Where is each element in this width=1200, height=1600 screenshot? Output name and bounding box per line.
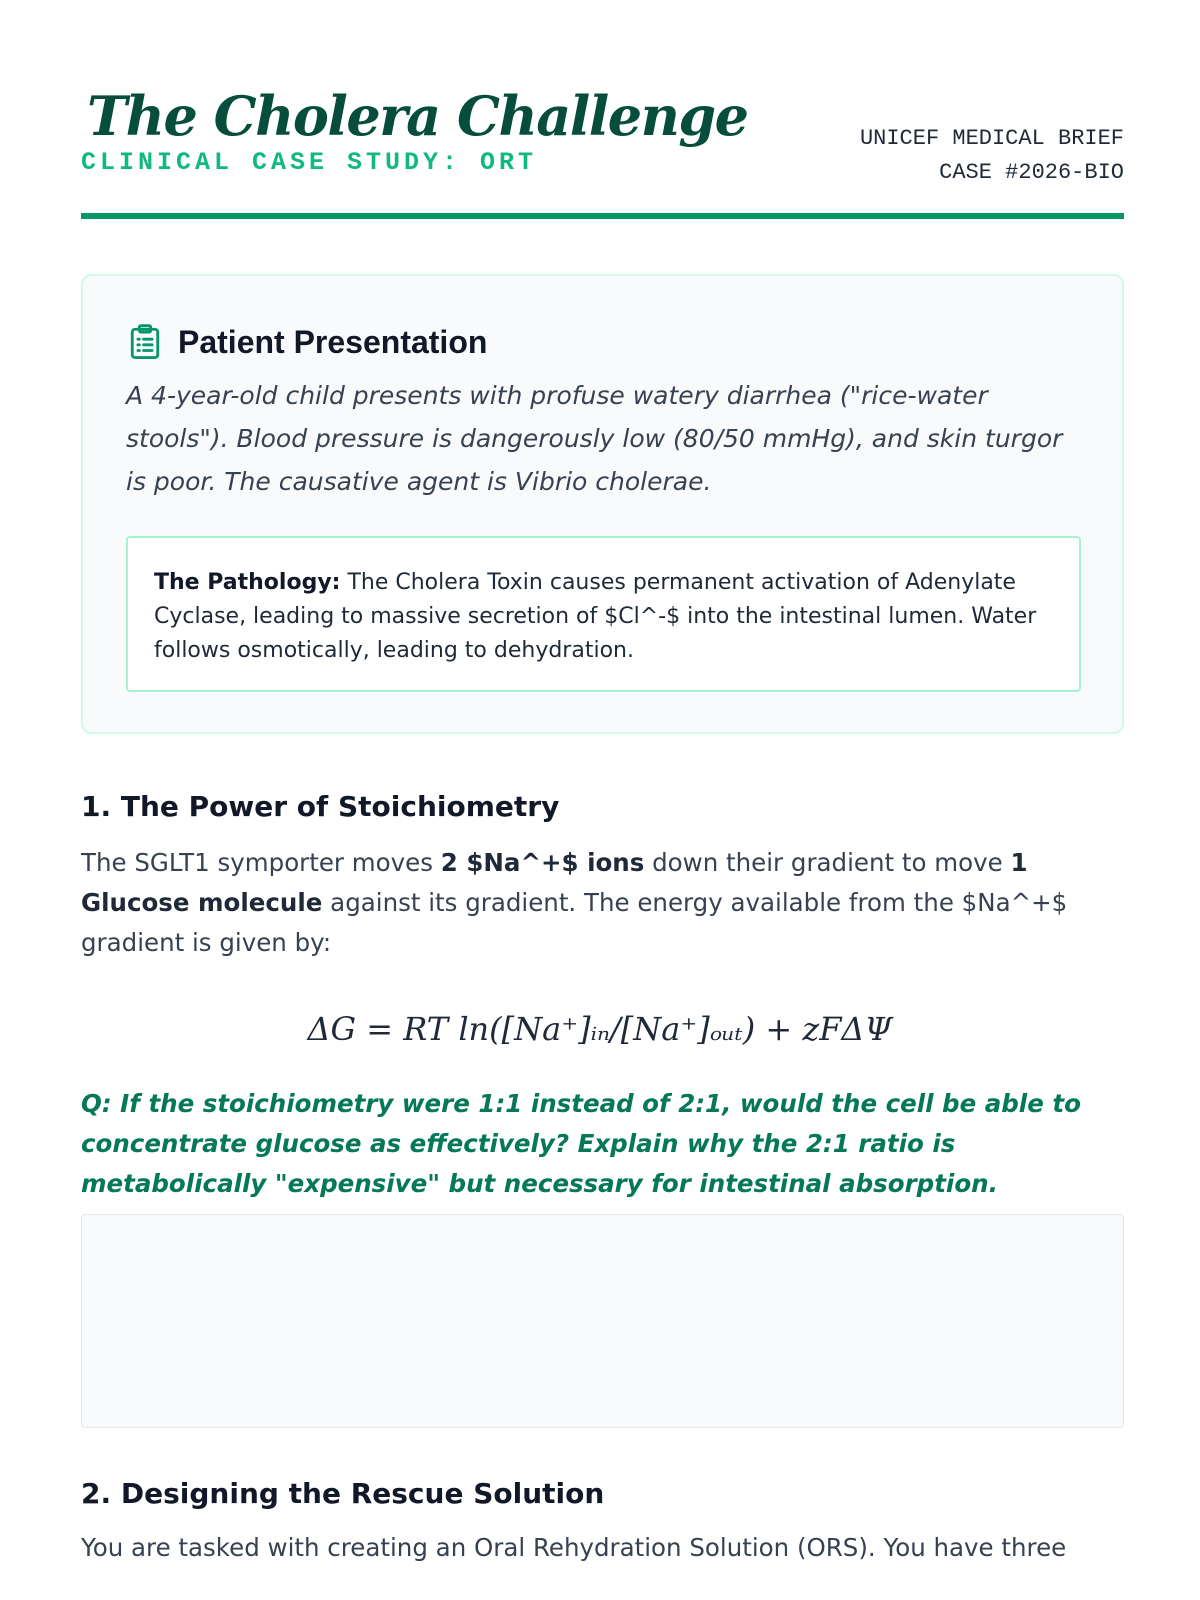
section-1-heading: 1. The Power of Stoichiometry bbox=[81, 790, 560, 823]
pathology-box bbox=[126, 536, 1081, 692]
section-1-text-c: against its gradient. The energy available from the $Na^+$ gradient is given by: bbox=[81, 888, 1068, 957]
clipboard-icon bbox=[128, 323, 162, 361]
gibbs-equation: ΔG = RT ln([Na⁺]ᵢₙ/[Na⁺]ₒᵤₜ) + zFΔΨ bbox=[307, 1010, 893, 1048]
question-1: Q: If the stoichiometry were 1:1 instead of 2:1, would the cell be able to concentrate glucose as effectively? Explain why the 2:1 ratio is metabolically "expensive" but necessary for intestinal absorption. bbox=[81, 1089, 1081, 1198]
pathology-text: The Cholera Toxin causes permanent activation of Adenylate Cyclase, leading to massive secretion of $Cl^-$ into the intestinal lumen. Water follows osmotically, leading to dehydration. bbox=[154, 570, 1037, 663]
brief-line-2: CASE #2026-BIO bbox=[939, 160, 1124, 185]
patient-card-header bbox=[128, 322, 487, 362]
pathology-label: The Pathology: bbox=[154, 570, 341, 595]
section-2-paragraph: You are tasked with creating an Oral Rehydration Solution (ORS). You have three bbox=[81, 1533, 1067, 1562]
section-1-bold-ions: 2 $Na^+$ ions bbox=[440, 848, 645, 877]
section-1-text-b: down their gradient to move bbox=[644, 848, 1011, 877]
patient-description: A 4-year-old child presents with profuse watery diarrhea ("rice-water stools"). Blood pressure is dangerously low (80/50 mmHg), and skin turgor is poor. The causative agent is Vibrio cholerae. bbox=[126, 381, 1063, 496]
section-2-heading: 2. Designing the Rescue Solution bbox=[81, 1477, 605, 1510]
answer-box-1[interactable] bbox=[81, 1214, 1124, 1428]
brief-line-1: UNICEF MEDICAL BRIEF bbox=[859, 126, 1124, 151]
patient-presentation-card bbox=[81, 274, 1124, 734]
section-1-bold-glucose: 1 Glucose molecule bbox=[81, 848, 1028, 917]
page-subtitle: CLINICAL CASE STUDY: ORT bbox=[81, 148, 538, 177]
page-title: The Cholera Challenge bbox=[87, 84, 748, 148]
page-header bbox=[81, 80, 1124, 220]
section-1-paragraph bbox=[81, 843, 1124, 963]
header-divider bbox=[81, 213, 1124, 219]
section-1-text-a: The SGLT1 symporter moves bbox=[81, 848, 441, 877]
brief-label bbox=[860, 122, 1124, 190]
patient-card-title: Patient Presentation bbox=[178, 323, 488, 360]
